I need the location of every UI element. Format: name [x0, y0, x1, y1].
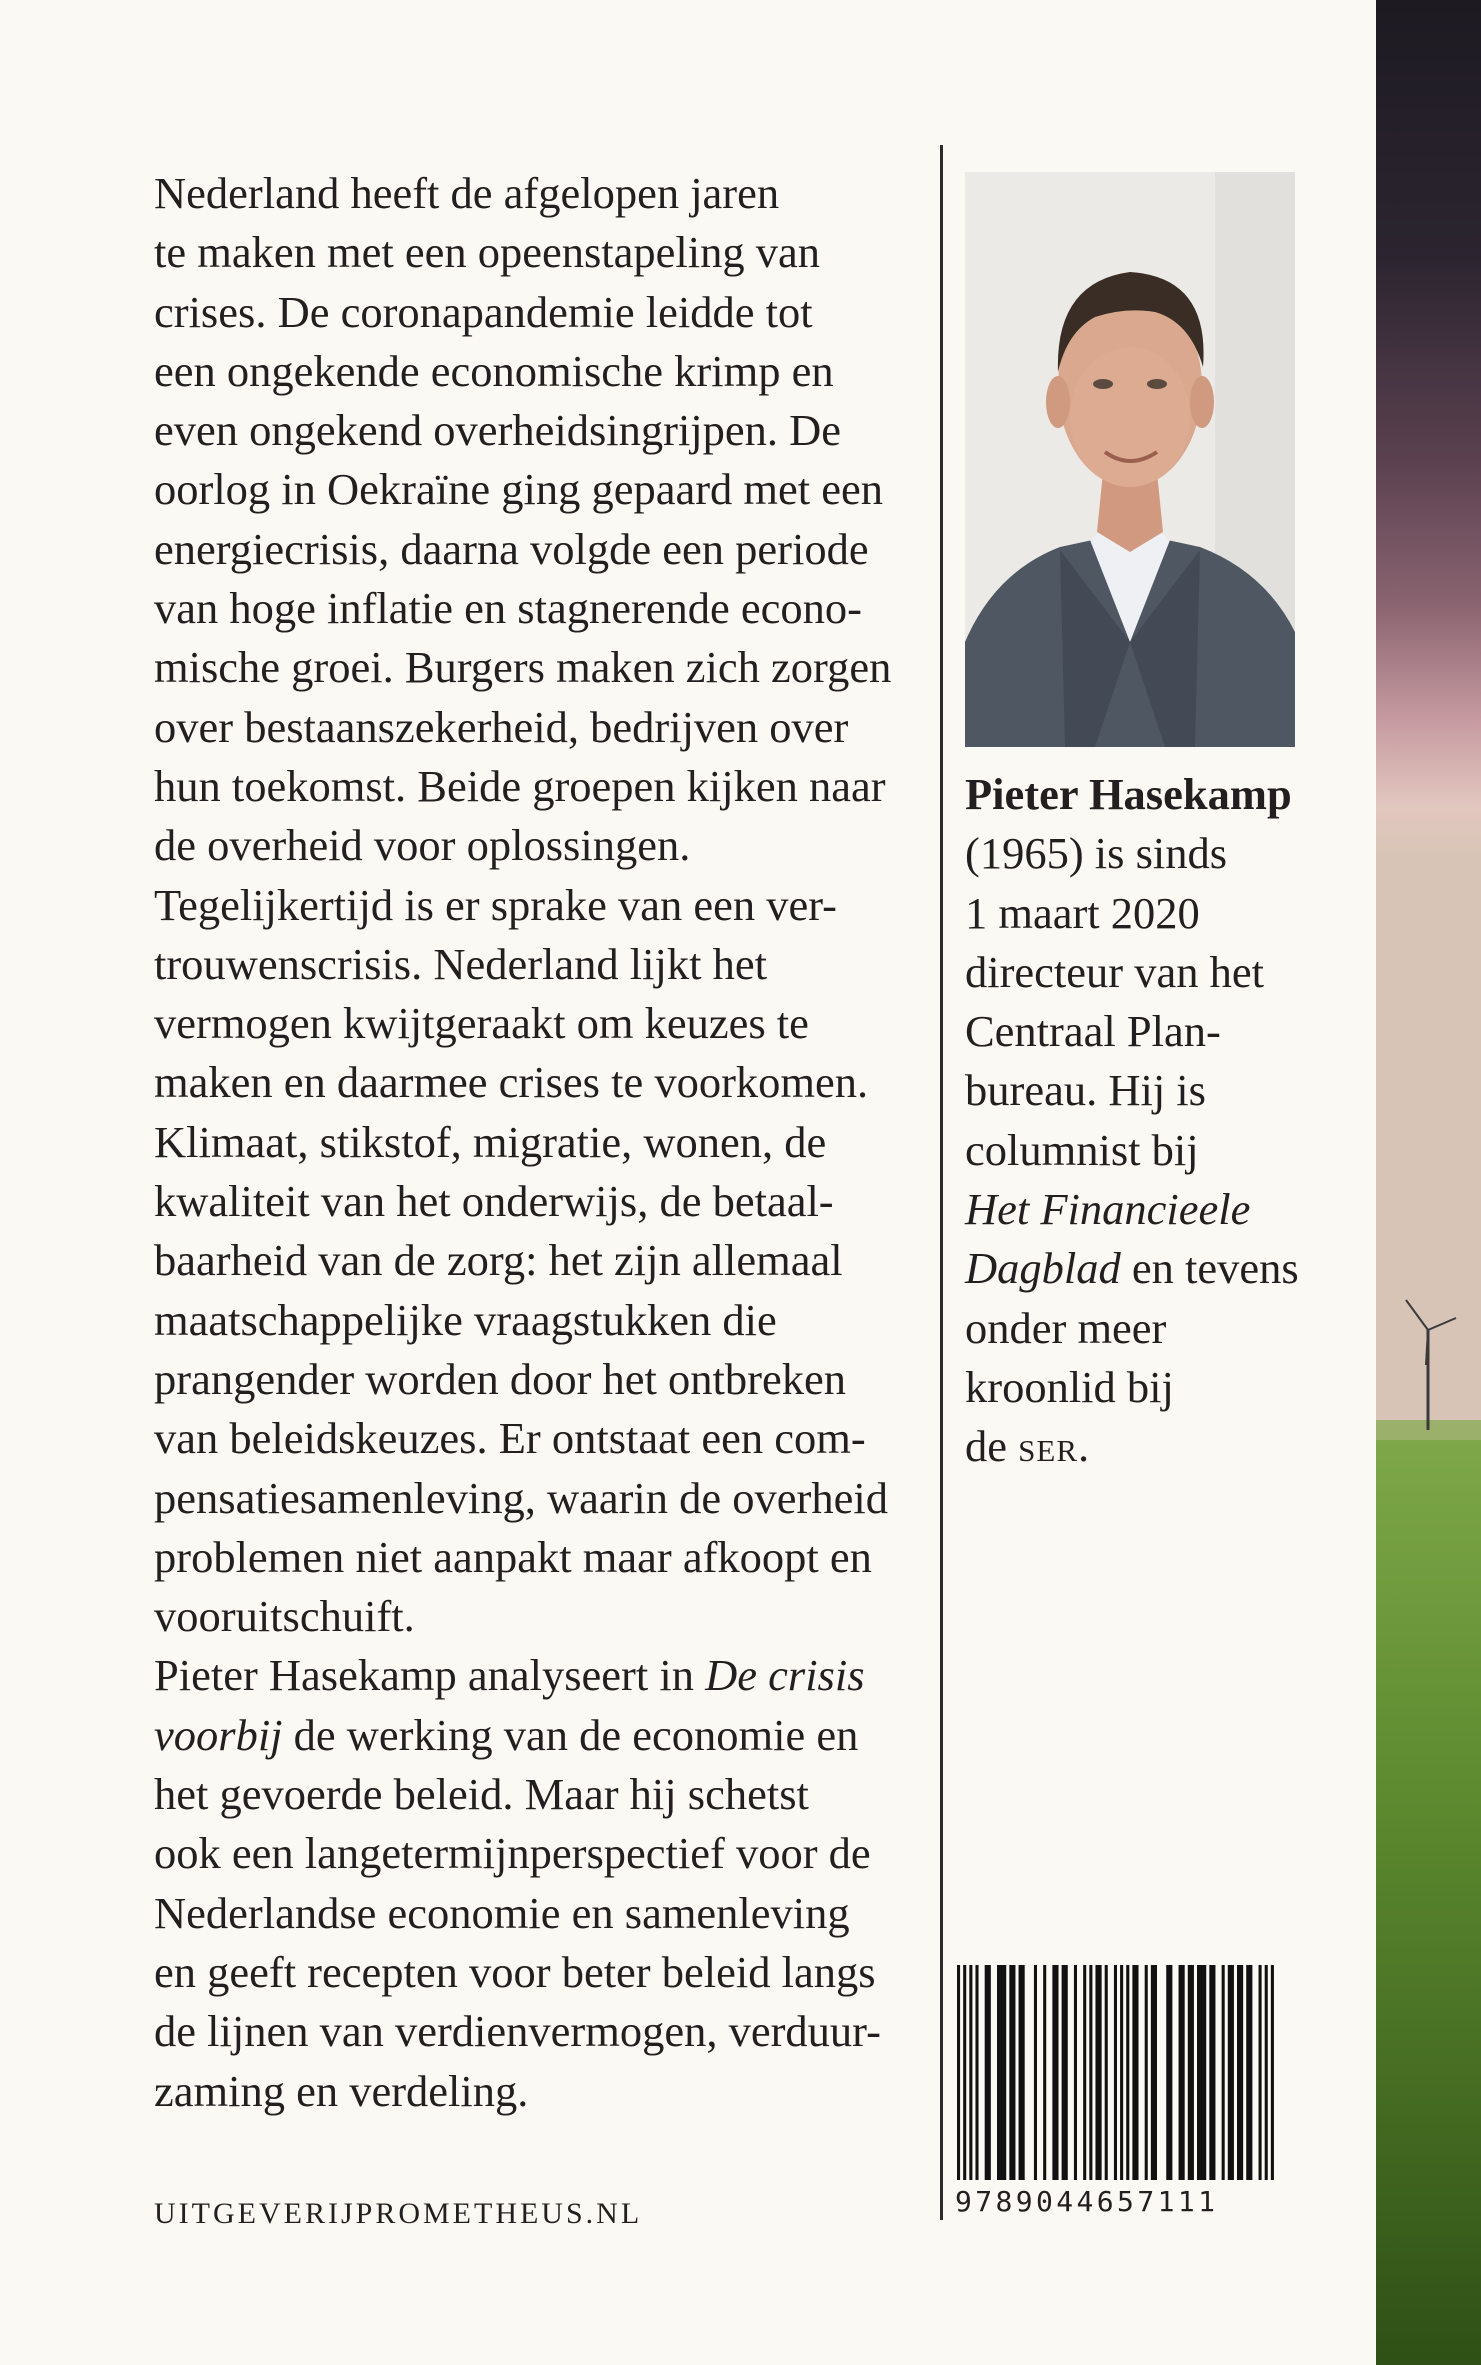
barcode-bar: [1074, 1965, 1077, 2180]
blurb-line: vermogen kwijtgeraakt om keuzes te: [154, 998, 809, 1049]
blurb-line: mische groei. Burgers maken zich zorgen: [154, 642, 892, 693]
blurb-line: Klimaat, stikstof, migratie, wonen, de: [154, 1116, 827, 1167]
blurb-line: van hoge inflatie en stagnerende econo-: [154, 583, 862, 634]
column-divider: [940, 145, 943, 2220]
bio-text: .: [1078, 1421, 1090, 1472]
bio-line: columnist bij: [965, 1124, 1199, 1175]
barcode-bar: [1246, 1965, 1252, 2180]
barcode-bar: [1095, 1965, 1101, 2180]
blurb-line: Nederland heeft de afgelopen jaren: [154, 168, 780, 218]
bio-line: bureau. Hij is: [965, 1065, 1206, 1116]
bio-line: onder meer: [965, 1302, 1167, 1353]
barcode-bar: [1062, 1965, 1068, 2180]
barcode-bar: [1222, 1965, 1225, 2180]
blurb-line: het gevoerde beleid. Maar hij schetst: [154, 1769, 809, 1820]
blurb-line: ook een langetermijnperspectief voor de: [154, 1828, 871, 1879]
blurb-line: energiecrisis, daarna volgde een periode: [154, 523, 869, 574]
barcode-bar: [1179, 1965, 1185, 2180]
barcode-bar: [997, 1965, 1006, 2180]
barcode-bar: [1019, 1965, 1025, 2180]
analysis-rest: de werking van de economie en: [282, 1709, 859, 1760]
bio-line: 1 maart 2020: [965, 887, 1200, 938]
barcode-bar: [1166, 1965, 1172, 2180]
blurb-text: [154, 164, 934, 2121]
barcode-bar: [1120, 1965, 1123, 2180]
author-name: Pieter Hasekamp: [965, 769, 1292, 819]
barcode-bar: [1052, 1965, 1058, 2180]
barcode-bar: [975, 1965, 978, 2180]
author-portrait-image: [965, 172, 1295, 747]
bio-line: (1965) is sinds: [965, 828, 1228, 879]
barcode-bar: [1197, 1965, 1206, 2180]
blurb-line: prangender worden door het ontbreken: [154, 1353, 846, 1404]
bio-line: directeur van het: [965, 946, 1264, 997]
blurb-line: [154, 1646, 934, 1705]
blurb-line: de overheid voor oplossingen.: [154, 820, 691, 871]
bio-line: [965, 1417, 1295, 1476]
newspaper-name: Dagblad: [965, 1243, 1121, 1294]
barcode-bar: [1126, 1965, 1129, 2180]
blurb-line: pensatiesamenleving, waarin de overheid: [154, 1472, 888, 1523]
publisher-website: UITGEVERIJPROMETHEUS.NL: [154, 2197, 643, 2230]
barcode-bar: [963, 1965, 966, 2180]
blurb-line: vooruitschuift.: [154, 1591, 415, 1642]
barcode-bar: [957, 1965, 960, 2180]
barcode-bar: [1228, 1965, 1234, 2180]
barcode-bar: [1209, 1965, 1215, 2180]
newspaper-name: Het Financieele: [965, 1184, 1251, 1235]
blurb-line: de lijnen van verdienvermogen, verduur-: [154, 2006, 881, 2057]
blurb-line: crises. De coronapandemie leidde tot: [154, 286, 813, 337]
blurb-line: maken en daarmee crises te voorkomen.: [154, 1057, 869, 1108]
blurb-line: baarheid van de zorg: het zijn allemaal: [154, 1235, 843, 1286]
blurb-line: Tegelijkertijd is er sprake van een ver-: [154, 879, 837, 930]
bio-line: kroonlid bij: [965, 1361, 1174, 1412]
blurb-line: te maken met een opeenstapeling van: [154, 227, 821, 278]
blurb-line: over bestaanszekerheid, bedrijven over: [154, 701, 849, 752]
analysis-prefix: Pieter Hasekamp analyseert in: [154, 1650, 706, 1701]
bio-line: [965, 765, 1295, 824]
barcode-bar: [1089, 1965, 1092, 2180]
barcode-bar: [1188, 1965, 1194, 2180]
barcode-bars: [955, 1965, 1280, 2185]
blurb-line: kwaliteit van het onderwijs, de betaal-: [154, 1176, 834, 1227]
blurb-line: oorlog in Oekraïne ging gepaard met een: [154, 464, 884, 515]
isbn-barcode: [955, 1965, 1280, 2190]
bio-line: [965, 1239, 1299, 1298]
barcode-bar: [1132, 1965, 1138, 2180]
barcode-bar: [1043, 1965, 1046, 2180]
blurb-line: maatschappelijke vraagstukken die: [154, 1294, 777, 1345]
barcode-bar: [1151, 1965, 1157, 2180]
blurb-line: van beleidskeuzes. Er ontstaat een com-: [154, 1413, 866, 1464]
blurb-line: hun toekomst. Beide groepen kijken naar: [154, 760, 886, 811]
blurb-line: even ongekend overheidsingrijpen. De: [154, 405, 842, 456]
bio-line: Centraal Plan-: [965, 1006, 1221, 1057]
blurb-line: en geeft recepten voor beter beleid langs: [154, 1946, 876, 1997]
author-photo: [965, 172, 1295, 747]
barcode-bar: [1259, 1965, 1262, 2180]
bio-text: en tevens: [1120, 1243, 1299, 1294]
blurb-line: een ongekende economische krimp en: [154, 345, 834, 396]
bio-line: [965, 1180, 1295, 1239]
barcode-bar: [985, 1965, 991, 2180]
cover-image-edge: [1376, 0, 1481, 2365]
book-title: De crisis: [705, 1650, 865, 1701]
blurb-line: zaming en verdeling.: [154, 2065, 529, 2116]
barcode-bar: [1105, 1965, 1108, 2180]
barcode-bar: [969, 1965, 972, 2180]
blurb-line: Nederlandse economie en samenleving: [154, 1887, 850, 1938]
ser-abbreviation: ser: [1018, 1421, 1078, 1472]
barcode-bar: [1237, 1965, 1243, 2180]
author-bio: [965, 765, 1299, 1477]
blurb-line: trouwenscrisis. Nederland lijkt het: [154, 938, 767, 989]
barcode-bar: [1145, 1965, 1148, 2180]
blurb-line: problemen niet aanpakt maar afkoopt en: [154, 1531, 872, 1582]
barcode-bar: [1265, 1965, 1268, 2180]
isbn-number: 9789044657111: [955, 2185, 1219, 2218]
bio-text: de: [965, 1421, 1019, 1472]
landscape-image: [1376, 0, 1481, 2365]
barcode-bar: [1114, 1965, 1117, 2180]
barcode-bar: [1009, 1965, 1015, 2180]
blurb-line: [154, 1706, 934, 1765]
barcode-bar: [1083, 1965, 1086, 2180]
barcode-bar: [1034, 1965, 1037, 2180]
book-title: voorbij: [154, 1709, 283, 1760]
barcode-bar: [1271, 1965, 1274, 2180]
